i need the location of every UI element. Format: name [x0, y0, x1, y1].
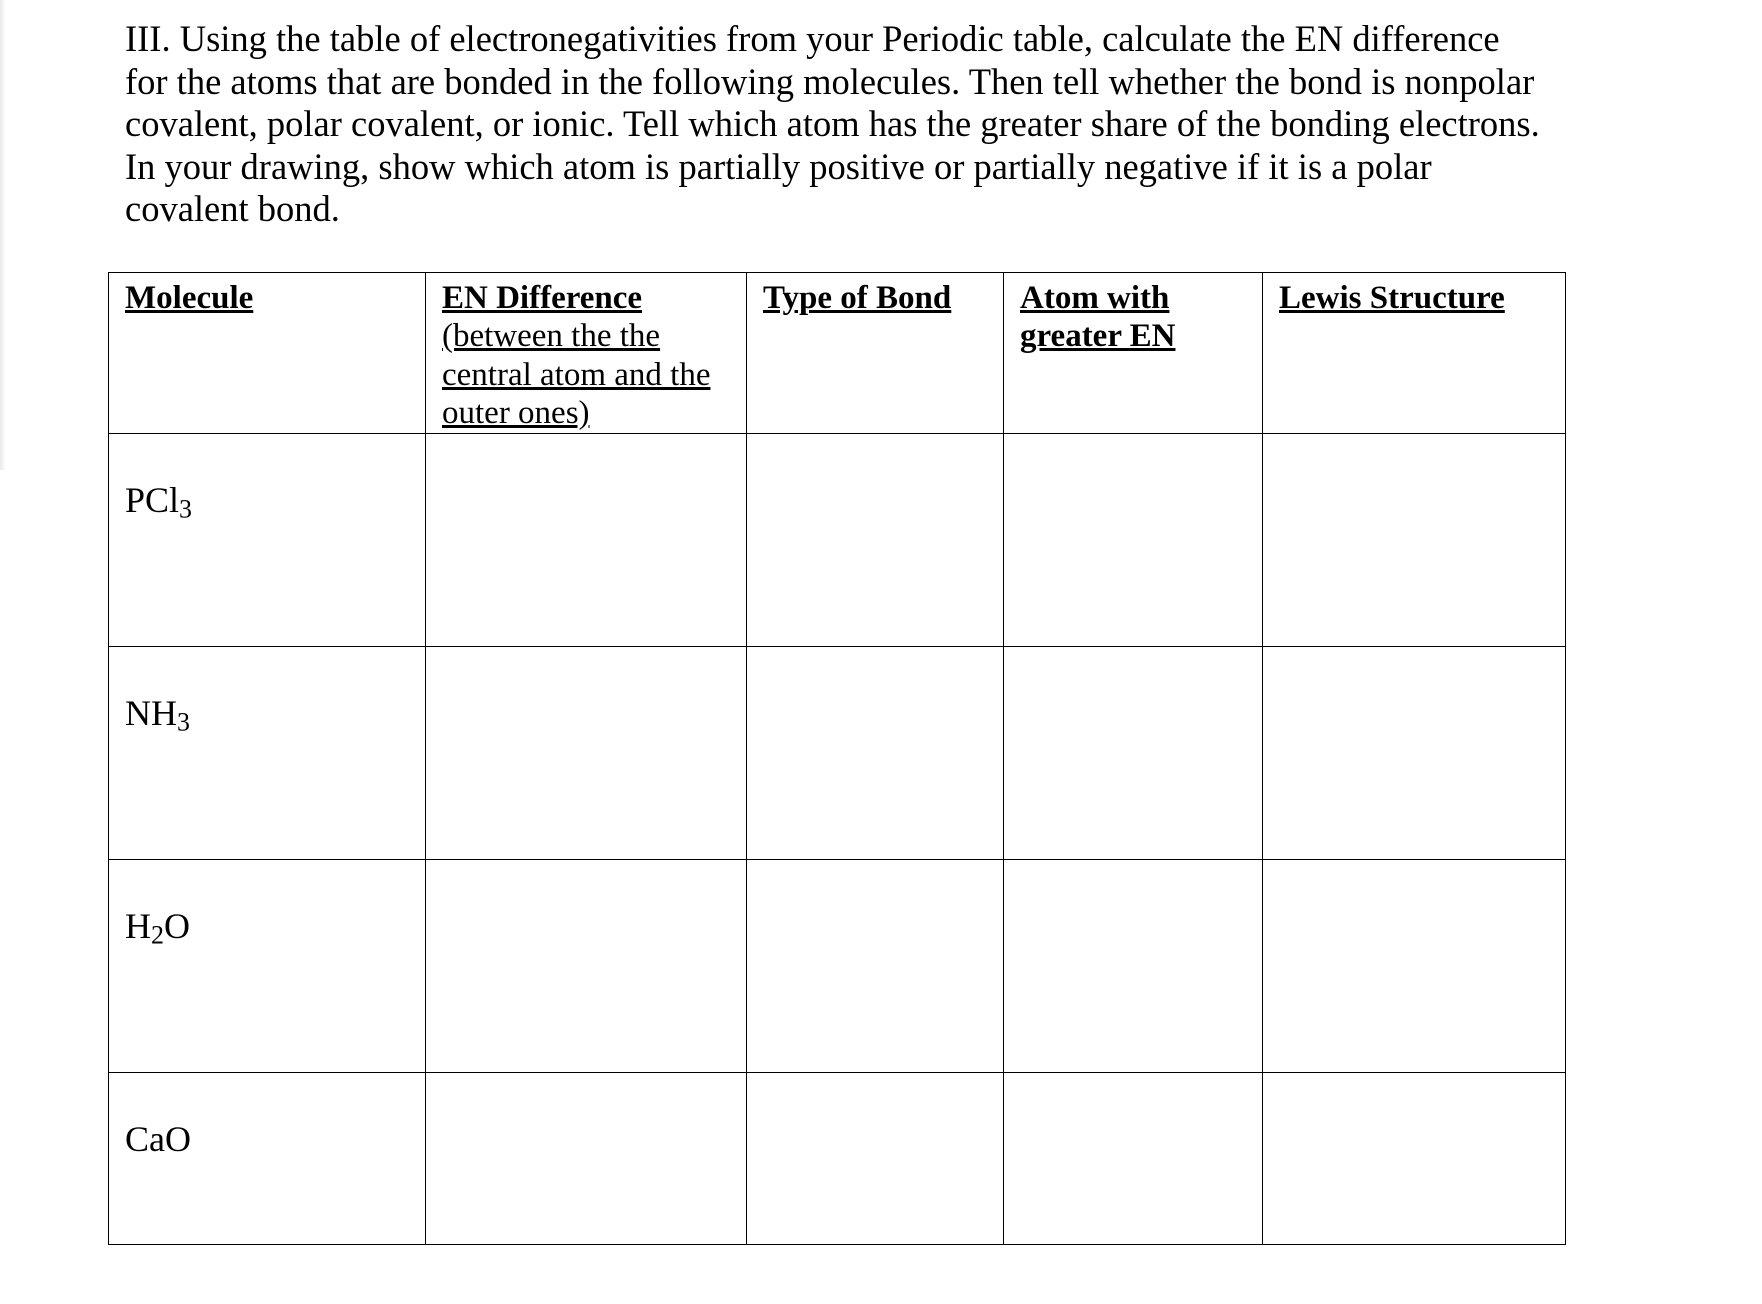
instructions-line: covalent bond.	[125, 188, 340, 229]
header-type-of-bond	[747, 273, 1004, 434]
lewis-structure-cell[interactable]	[1263, 859, 1566, 1072]
instructions-line: In your drawing, show which atom is partially positive or partially negative if it is a polar	[125, 145, 1432, 187]
header-lewis-structure	[1263, 273, 1566, 434]
lewis-structure-cell[interactable]	[1263, 646, 1566, 859]
header-atom-greater-en-label: Atom with greater EN	[1020, 280, 1176, 354]
instructions-line: for the atoms that are bonded in the following molecules. Then tell whether the bond is nonpolar	[125, 60, 1535, 102]
table-row	[109, 1072, 1566, 1244]
en-difference-cell[interactable]	[426, 859, 747, 1072]
table-row	[109, 433, 1566, 646]
molecule-cell	[109, 1072, 426, 1244]
formula-subscript: 3	[177, 707, 190, 737]
instructions-line: III. Using the table of electronegativities from your Periodic table, calculate the EN difference	[125, 18, 1500, 59]
table-row	[109, 646, 1566, 859]
header-en-difference-label: EN Difference	[442, 280, 643, 316]
header-en-difference-note: (between the the central atom and the outer ones)	[442, 318, 711, 431]
atom-greater-en-cell[interactable]	[1004, 859, 1263, 1072]
type-of-bond-cell[interactable]	[747, 646, 1004, 859]
atom-greater-en-cell[interactable]	[1004, 433, 1263, 646]
en-difference-cell[interactable]	[426, 1072, 747, 1244]
header-type-of-bond-label: Type of Bond	[763, 280, 952, 316]
formula-base: H	[125, 905, 151, 946]
formula-base: NH	[125, 692, 177, 733]
en-difference-cell[interactable]	[426, 433, 747, 646]
type-of-bond-cell[interactable]	[747, 433, 1004, 646]
table-header-row	[109, 273, 1566, 434]
formula-subscript: 2	[151, 920, 164, 950]
lewis-structure-cell[interactable]	[1263, 433, 1566, 646]
molecule-formula	[125, 1119, 191, 1159]
formula-tail: O	[163, 905, 190, 946]
type-of-bond-cell[interactable]	[747, 859, 1004, 1072]
formula-base: PCl	[125, 479, 180, 520]
header-en-difference	[426, 273, 747, 434]
table-row	[109, 859, 1566, 1072]
header-molecule-label: Molecule	[125, 280, 254, 316]
instructions-paragraph	[125, 18, 1605, 231]
header-atom-greater-en	[1004, 273, 1263, 434]
molecule-cell	[109, 433, 426, 646]
header-lewis-structure-label: Lewis Structure	[1279, 280, 1505, 316]
molecule-formula	[125, 905, 190, 950]
molecule-formula	[125, 479, 192, 524]
atom-greater-en-cell[interactable]	[1004, 1072, 1263, 1244]
lewis-structure-cell[interactable]	[1263, 1072, 1566, 1244]
atom-greater-en-cell[interactable]	[1004, 646, 1263, 859]
type-of-bond-cell[interactable]	[747, 1072, 1004, 1244]
formula-subscript: 3	[179, 494, 192, 524]
page-edge-shadow	[0, 0, 6, 470]
molecule-cell	[109, 646, 426, 859]
header-molecule	[109, 273, 426, 434]
formula-base: CaO	[125, 1118, 191, 1159]
molecule-formula	[125, 692, 190, 737]
instructions-line: covalent, polar covalent, or ionic. Tell which atom has the greater share of the bonding electrons.	[125, 103, 1540, 144]
en-difference-cell[interactable]	[426, 646, 747, 859]
electronegativity-worksheet-table	[108, 272, 1566, 1245]
molecule-cell	[109, 859, 426, 1072]
